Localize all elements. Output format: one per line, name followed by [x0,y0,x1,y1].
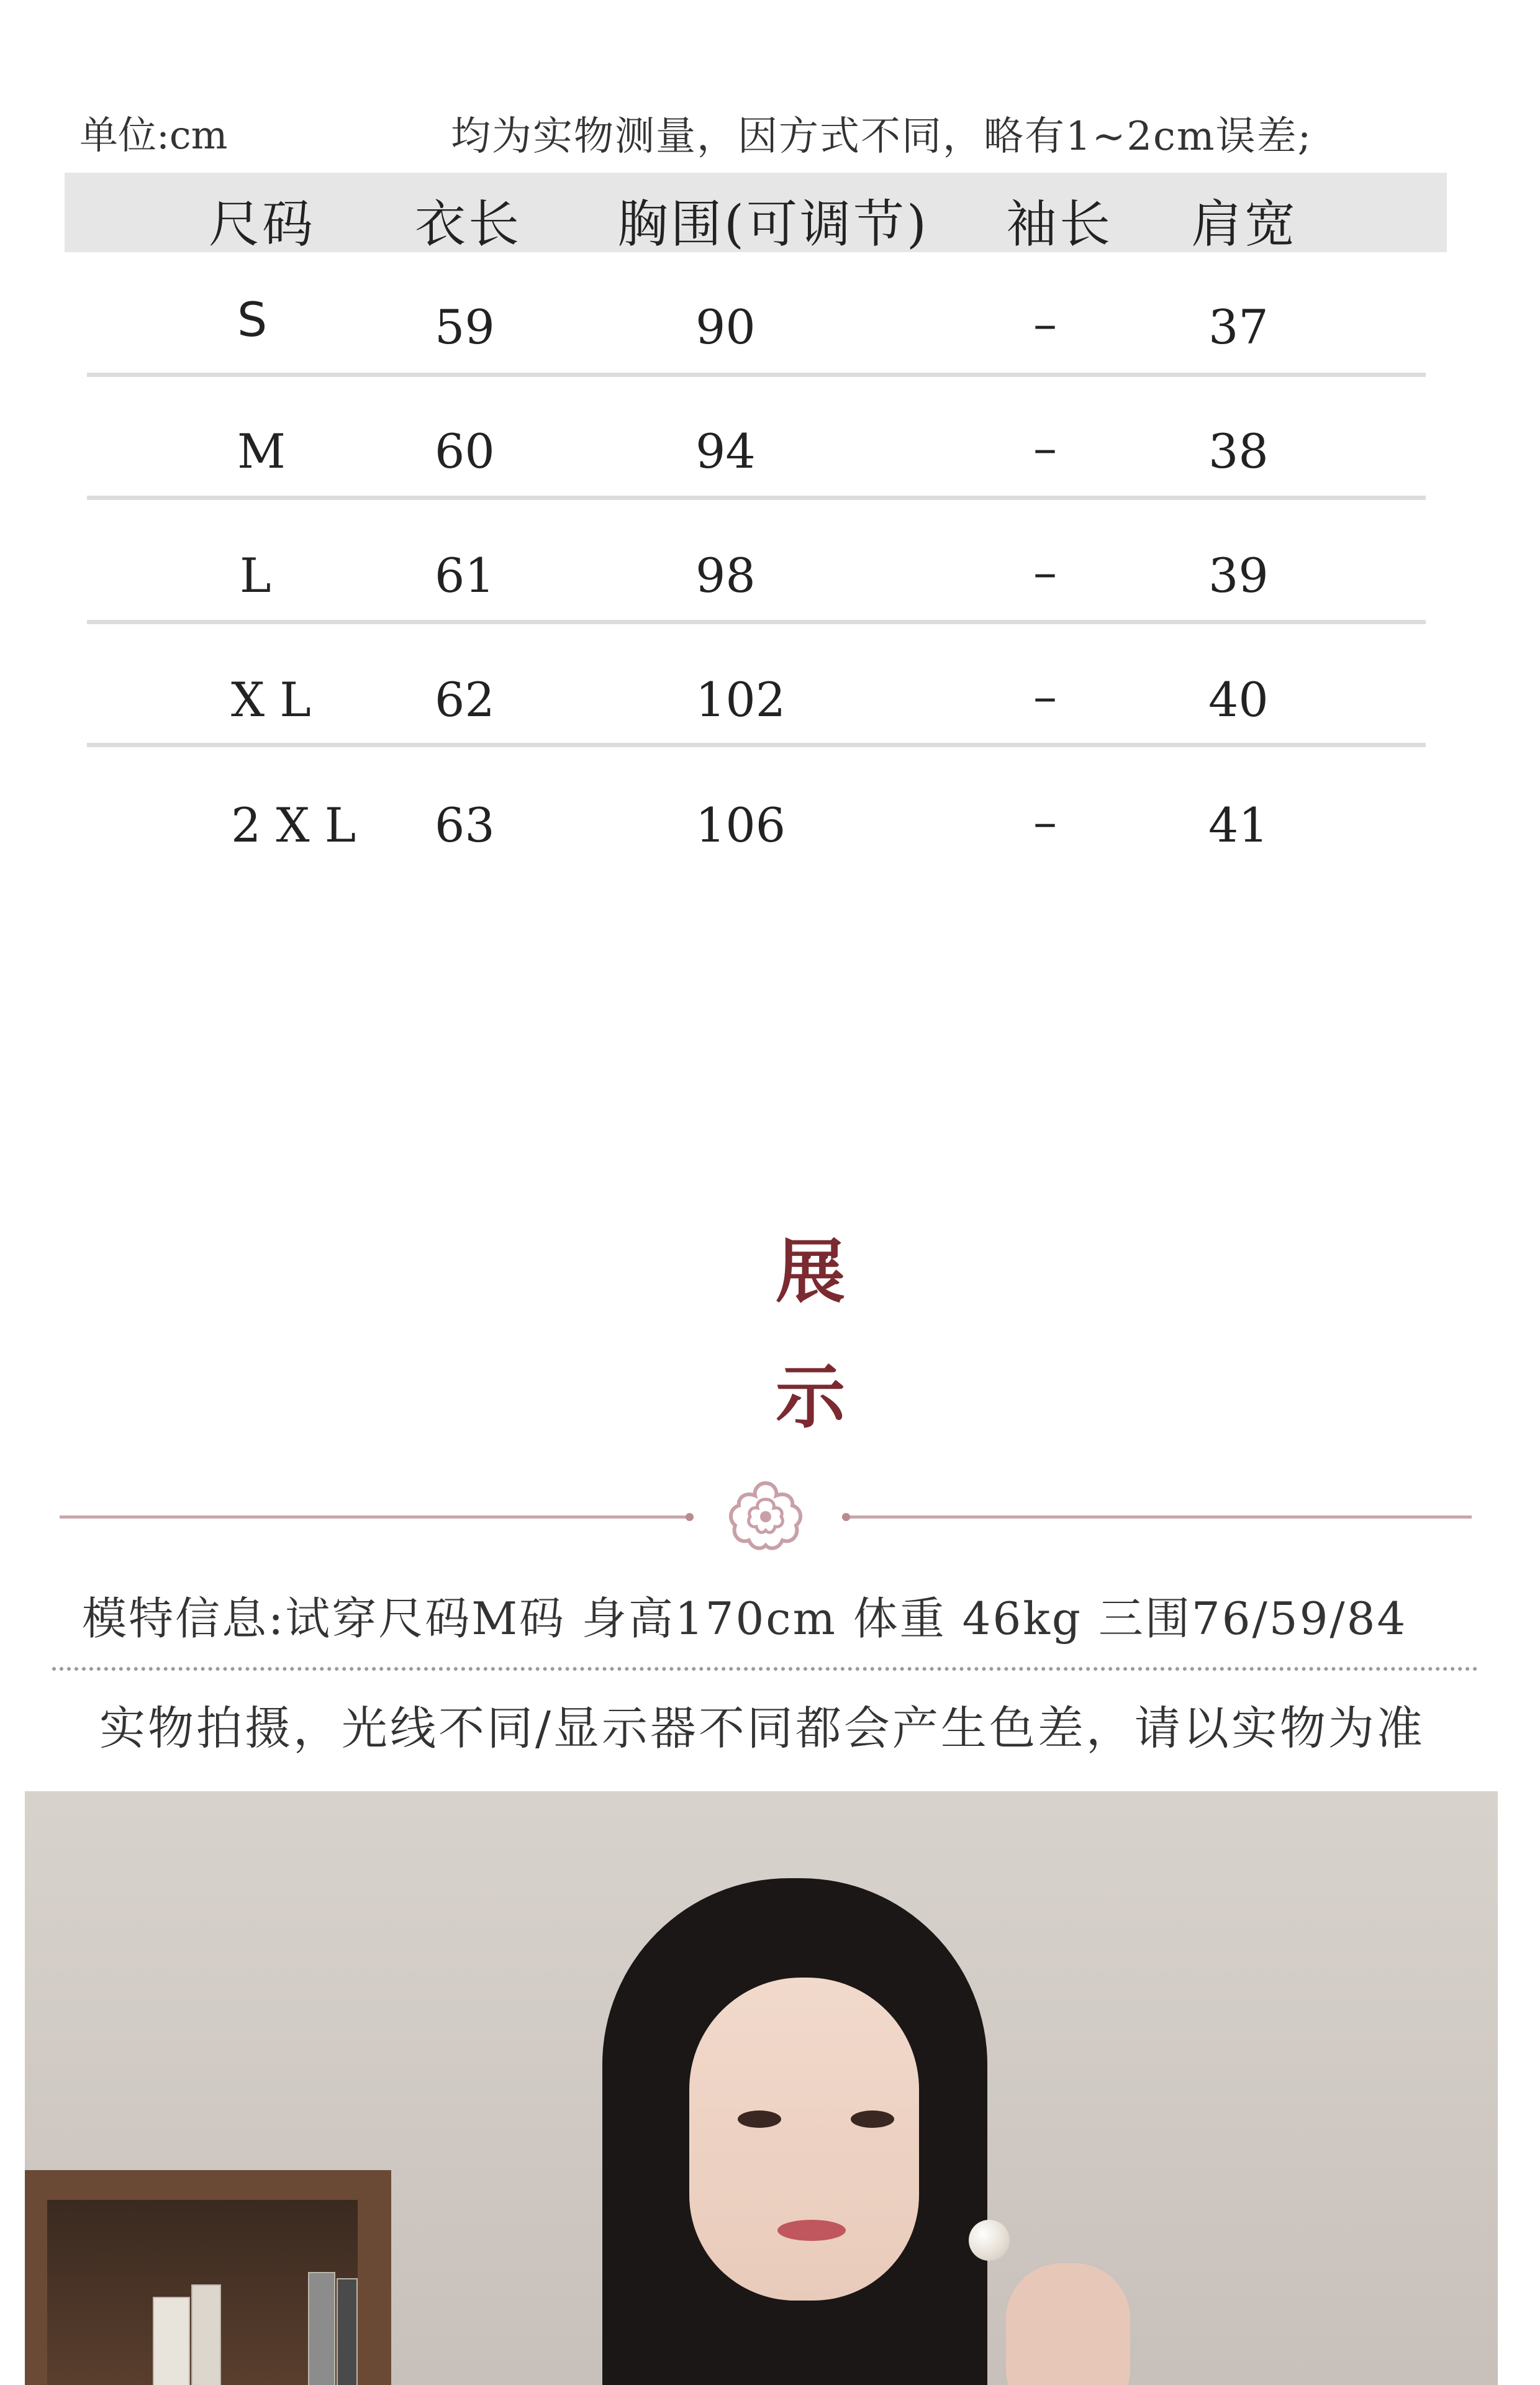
book [191,2284,221,2385]
table-row-xl-sleeve: – [1033,668,1057,724]
table-row-s-sleeve: – [1033,296,1057,351]
color-disclaimer: 实物拍摄，光线不同/显示器不同都会产生色差，请以实物为准 [99,1702,1425,1755]
table-row-l-length: 61 [435,548,495,603]
table-row-2xl-length: 63 [435,797,495,853]
table-row-xl-length: 62 [435,672,495,727]
table-row-l-sleeve: – [1033,544,1057,599]
row-divider [87,620,1426,624]
table-row-m-length: 60 [435,424,495,479]
section-title-char-1: 展 [776,1231,845,1312]
table-row-s-bust: 90 [695,299,756,355]
flower-emblem-icon [725,1478,806,1551]
divider-dot-right [842,1513,850,1521]
table-row-m-shoulder: 38 [1208,424,1269,479]
table-row-s-size: S [237,292,268,347]
table-row-2xl-shoulder: 41 [1208,797,1269,853]
table-row-2xl-size: 2 X L [231,797,356,853]
book [153,2297,190,2385]
model-info: 模特信息:试穿尺码M码 身高170cm 体重 46kg 三围76/59/84 [82,1592,1408,1645]
model-hand [1006,2263,1130,2385]
table-row-s-length: 59 [435,299,495,355]
table-row-xl-size: X L [231,672,311,727]
table-row-l-size: L [240,548,271,603]
unit-label: 单位:cm [79,112,228,158]
divider-left [60,1515,691,1519]
model-eye-right [851,2110,894,2128]
column-header-length: 衣长 [415,195,522,254]
column-header-bust: 胸围(可调节) [617,195,929,254]
row-divider [87,743,1426,747]
table-row-s-shoulder: 37 [1208,299,1269,355]
row-divider [87,496,1426,500]
table-row-2xl-bust: 106 [695,797,786,853]
model-eye-left [738,2110,781,2128]
model-photo [25,1791,1498,2385]
table-row-l-bust: 98 [695,548,756,603]
pearl-earring [969,2220,1010,2261]
column-header-shoulder: 肩宽 [1191,195,1298,254]
table-row-m-bust: 94 [695,424,756,479]
column-header-sleeve: 袖长 [1006,195,1113,254]
divider-right [846,1515,1472,1519]
table-row-2xl-sleeve: – [1033,794,1057,849]
measurement-note: 均为实物测量，因方式不同，略有1~2cm误差; [451,114,1313,160]
table-row-m-size: M [237,424,286,479]
table-row-xl-shoulder: 40 [1208,672,1269,727]
model-face [689,1978,919,2301]
section-title-char-2: 示 [776,1356,845,1438]
divider-dot-left [686,1513,694,1521]
book [337,2278,358,2385]
table-row-xl-bust: 102 [695,672,786,727]
row-divider [87,373,1426,377]
bookshelf-inner [47,2200,358,2385]
bookshelf [25,2170,391,2385]
column-header-size: 尺码 [209,195,316,254]
dotted-separator [52,1667,1478,1671]
model-lips [777,2220,846,2241]
book [308,2272,335,2385]
table-row-l-shoulder: 39 [1208,548,1269,603]
table-row-m-sleeve: – [1033,420,1057,475]
